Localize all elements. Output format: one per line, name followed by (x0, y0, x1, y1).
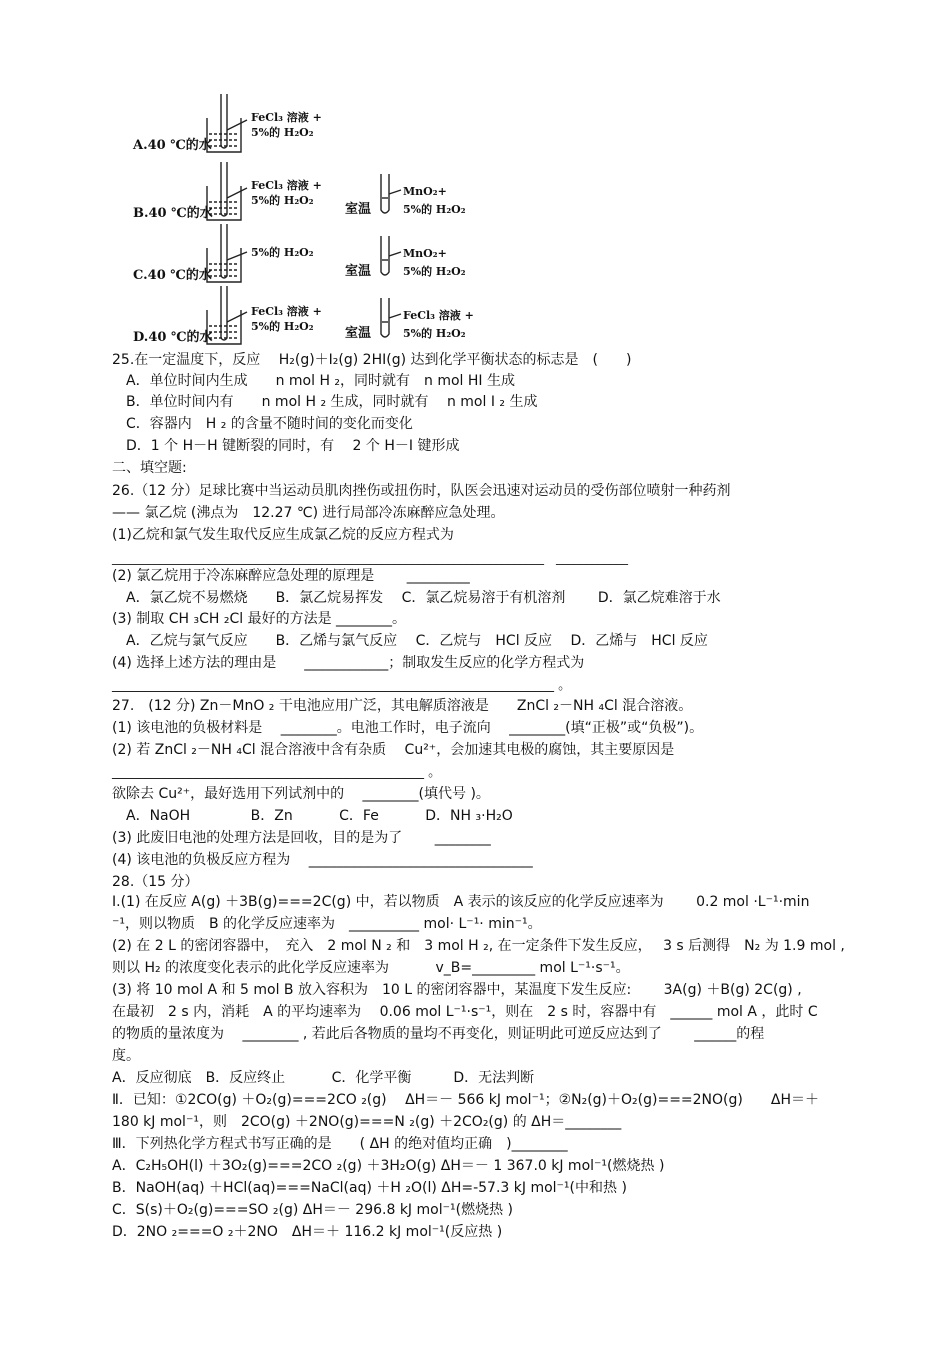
section-heading: 二、填空题: (112, 460, 187, 476)
q27-part2: (2) 若 ZnCl ₂－NH ₄Cl 混合溶液中含有杂质 Cu²⁺，会加速其电极的腐蚀，其主要原因是 (112, 742, 675, 758)
q28-heading: 28.（15 分） (112, 874, 199, 890)
q28-ii-a: Ⅱ．已知：①2CO(g) ＋O₂(g)===2CO ₂(g) ΔH＝－ 566 kJ mol⁻¹；②N₂(g)＋O₂(g)===2NO(g) ΔH＝＋ (112, 1092, 819, 1108)
q28-i-3a: (3) 将 10 mol A 和 5 mol B 放入容积为 10 L 的密闭容器中，某温度下发生反应: 3A(g) ＋B(g) 2C(g) , (112, 982, 802, 998)
q28-i-3d: 度。 (112, 1048, 140, 1064)
row-b-note-2: 5%的 H₂O₂ (251, 194, 314, 207)
q28-iii-option-a: A．C₂H₅OH(l) ＋3O₂(g)===2CO ₂(g) ＋3H₂O(g) ΔH＝－ 1 367.0 kJ mol⁻¹(燃烧热 ) (112, 1158, 665, 1174)
q27-stem: 27. (12 分) Zn－MnO ₂ 干电池应用广泛，其电解质溶液是 ZnCl ₂－NH ₄Cl 混合溶液。 (112, 698, 693, 714)
q27-part3: (3) 此废旧电池的处理方法是回收，目的是为了 ________ (112, 830, 491, 846)
row-d-note-2: 5%的 H₂O₂ (251, 320, 314, 333)
q26-part2: (2) 氯乙烷用于冷冻麻醉应急处理的原理是 _________ (112, 568, 470, 584)
row-c-room-temp: 室温 (345, 264, 372, 279)
q26-part1-blank: ________________________________________________________________________ ____________ (112, 551, 629, 565)
q27-part4: (4) 该电池的负极反应方程为 ________________________________ (112, 852, 533, 868)
q25-option-a: A．单位时间内生成 n mol H ₂，同时就有 n mol HI 生成 (112, 373, 516, 389)
q28-iii-option-b: B．NaOH(aq) ＋HCl(aq)===NaCl(aq) ＋H ₂O(l) ΔH=-57.3 kJ mol⁻¹(中和热 ) (112, 1180, 627, 1196)
row-d-label: D.40 ℃的水 (133, 330, 213, 345)
q28-i-3c: 的物质的量浓度为 ________ , 若此后各物质的量均不再变化，则证明此可逆反应达到了 ______的程 (112, 1026, 765, 1042)
row-b-room-temp: 室温 (345, 202, 372, 217)
experiment-figure (125, 90, 525, 350)
row-c-right-note-1: MnO₂+ (403, 247, 447, 260)
q28-iii: Ⅲ．下列热化学方程式书写正确的是 ( ΔH 的绝对值均正确 )________ (112, 1136, 568, 1152)
q28-i-1a: Ⅰ.(1) 在反应 A(g) ＋3B(g)===2C(g) 中，若以物质 A 表示的该反应的化学反应速率为 0.2 mol ·L⁻¹·min (112, 894, 810, 910)
q28-iii-option-c: C．S(s)＋O₂(g)===SO ₂(g) ΔH＝－ 296.8 kJ mol⁻¹(燃烧热 ) (112, 1202, 513, 1218)
q26-part4: (4) 选择上述方法的理由是 ____________；制取发生反应的化学方程式为 (112, 655, 585, 671)
q28-i-options: A．反应彻底 B．反应终止 C．化学平衡 D．无法判断 (112, 1070, 535, 1086)
q27-part2-options: A．NaOH B．Zn C．Fe D．NH ₃·H₂O (112, 808, 513, 824)
q28-ii-b: 180 kJ mol⁻¹，则 2CO(g) ＋2NO(g)===N ₂(g) ＋2CO₂(g) 的 ΔH＝________ (112, 1114, 622, 1130)
q26-part2-options: A．氯乙烷不易燃烧 B．氯乙烷易挥发 C．氯乙烷易溶于有机溶剂 D．氯乙烷难溶于水 (112, 590, 721, 606)
q28-i-2a: (2) 在 2 L 的密闭容器中， 充入 2 mol N ₂ 和 3 mol H ₂, 在一定条件下发生反应， 3 s 后测得 N₂ 为 1.9 mol , (112, 938, 845, 954)
q26-part1: (1)乙烷和氯气发生取代反应生成氯乙烷的反应方程式为 (112, 527, 454, 543)
tube-d (381, 298, 401, 337)
row-c-note-1: 5%的 H₂O₂ (251, 246, 314, 259)
tube-c (381, 236, 401, 275)
q26-part3-options: A．乙烷与氯气反应 B．乙烯与氯气反应 C．乙烷与 HCl 反应 D．乙烯与 HCl 反应 (112, 633, 708, 649)
q28-i-2b: 则以 H₂ 的浓度变化表示的此化学反应速率为 v_B=_________ mol L⁻¹·s⁻¹。 (112, 960, 630, 976)
row-d-room-temp: 室温 (345, 326, 372, 341)
beaker-c (207, 224, 247, 282)
q25-option-d: D．1 个 H－H 键断裂的同时，有 2 个 H－I 键形成 (112, 438, 460, 454)
q28-i-1b: ⁻¹，则以物质 B 的化学反应速率为 __________ mol· L⁻¹· min⁻¹。 (112, 916, 542, 932)
beaker-a (207, 94, 247, 152)
q26-part3: (3) 制取 CH ₃CH ₂Cl 最好的方法是 ________。 (112, 611, 407, 627)
q27-part1: (1) 该电池的负极材料是 ________。电池工作时，电子流向 ________(填“正极”或“负极”)。 (112, 720, 704, 736)
row-b-note-1: FeCl₃ 溶液 + (251, 179, 322, 192)
row-a-label: A.40 ℃的水 (133, 138, 212, 153)
row-d-right-note-1: FeCl₃ 溶液 + (403, 309, 474, 322)
q26-part4-blank: ____________________________________________________________________ 。 (112, 678, 572, 693)
row-a-note-2: 5%的 H₂O₂ (251, 126, 314, 139)
q25-option-b: B．单位时间内有 n mol H ₂ 生成，同时就有 n mol I ₂ 生成 (112, 394, 538, 410)
row-a-note-1: FeCl₃ 溶液 + (251, 111, 322, 124)
q28-iii-option-d: D．2NO ₂===O ₂＋2NO ΔH＝＋ 116.2 kJ mol⁻¹(反应热 ) (112, 1224, 503, 1240)
q25-option-c: C．容器内 H ₂ 的含量不随时间的变化而变化 (112, 416, 413, 432)
row-b-right-note-1: MnO₂+ (403, 185, 447, 198)
q26-stem-2: —— 氯乙烷 (沸点为 12.27 ℃) 进行局部冷冻麻醉应急处理。 (112, 505, 505, 521)
beaker-b (207, 162, 247, 220)
row-c-right-note-2: 5%的 H₂O₂ (403, 265, 466, 278)
row-c-label: C.40 ℃的水 (133, 268, 212, 283)
q26-stem-1: 26.（12 分）足球比赛中当运动员肌肉挫伤或扭伤时，队医会迅速对运动员的受伤部位喷射一种药剂 (112, 483, 731, 499)
row-d-note-1: FeCl₃ 溶液 + (251, 305, 322, 318)
beaker-d (207, 286, 247, 344)
tube-b (381, 174, 401, 213)
q25-stem: 25.在一定温度下，反应 H₂(g)＋I₂(g) 2HI(g) 达到化学平衡状态的标志是 ( ) (112, 352, 632, 368)
row-b-label: B.40 ℃的水 (133, 206, 213, 221)
row-d-right-note-2: 5%的 H₂O₂ (403, 327, 466, 340)
q27-part2-reagent: 欲除去 Cu²⁺，最好选用下列试剂中的 ________(填代号 )。 (112, 786, 490, 802)
q28-i-3b: 在最初 2 s 内，消耗 A 的平均速率为 0.06 mol L⁻¹·s⁻¹，则在 2 s 时，容器中有 ______ mol A ，此时 C (112, 1004, 818, 1020)
row-b-right-note-2: 5%的 H₂O₂ (403, 203, 466, 216)
q27-part2-blank: ________________________________________________ 。 (112, 765, 442, 780)
